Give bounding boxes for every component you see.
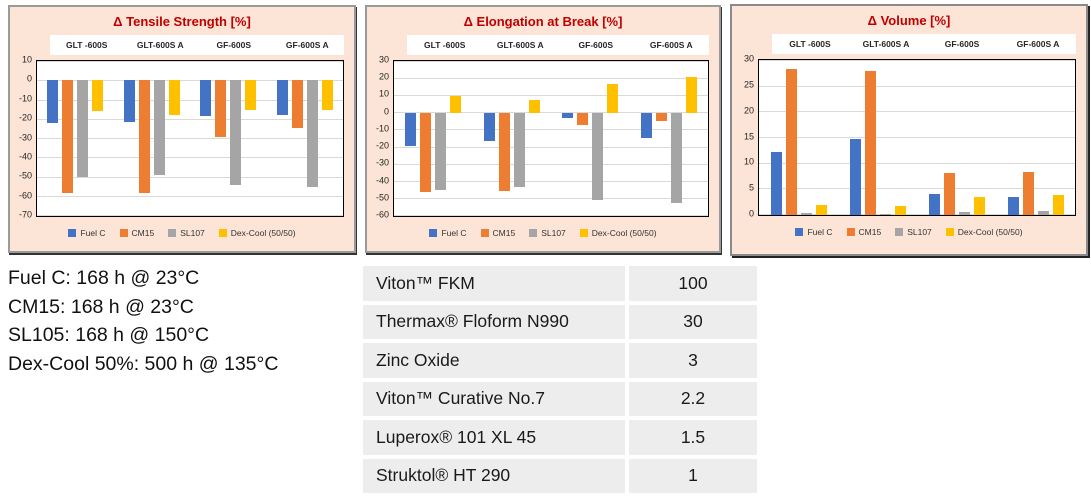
legend-swatch-icon <box>168 229 176 237</box>
category-label: GF-600S A <box>649 40 693 50</box>
chart-legend <box>10 228 354 238</box>
chart-legend <box>367 228 719 238</box>
plot-area <box>393 60 709 217</box>
table-row <box>363 305 757 340</box>
legend-item <box>847 227 882 237</box>
category-label: GF-600S A <box>1016 39 1060 49</box>
ingredient-amount: 2.2 <box>629 382 757 417</box>
y-axis-tick: -70 <box>18 209 32 220</box>
gridline <box>37 215 343 216</box>
bar-sl107 <box>671 113 682 203</box>
chart-title: Δ Tensile Strength [%] <box>113 14 251 29</box>
legend-swatch-icon <box>847 228 855 236</box>
ingredient-name: Viton™ FKM <box>363 266 625 301</box>
y-axis-tick: 20 <box>743 105 754 116</box>
bar-sl107 <box>435 113 446 191</box>
bar-fuel-c <box>47 80 58 123</box>
category-label: GF-600S <box>216 40 251 50</box>
table-row <box>363 382 757 417</box>
bar-dex-cool-50-50 <box>322 80 333 110</box>
legend-swatch-icon <box>946 228 954 236</box>
legend-item <box>429 228 466 238</box>
legend-swatch-icon <box>429 229 437 237</box>
category-axis <box>407 35 709 55</box>
legend-label: Fuel C <box>807 227 833 237</box>
legend-swatch-icon <box>895 228 903 236</box>
ingredient-name: Thermax® Floform N990 <box>363 305 625 340</box>
ingredient-amount: 100 <box>629 266 757 301</box>
legend-item <box>120 228 155 238</box>
bar-sl107 <box>307 80 318 187</box>
bar-sl107 <box>77 80 88 177</box>
chart-title: Δ Volume [%] <box>867 13 951 28</box>
bar-dex-cool-50-50 <box>529 100 540 113</box>
category-label: GLT -600S <box>66 40 108 50</box>
bar-dex-cool-50-50 <box>607 84 618 112</box>
legend-item <box>168 228 205 238</box>
bar-dex-cool-50-50 <box>169 80 180 115</box>
y-axis-tick: -10 <box>18 93 32 104</box>
category-axis <box>50 35 344 55</box>
y-axis-tick: 30 <box>743 53 754 64</box>
legend-swatch-icon <box>219 229 227 237</box>
bar-fuel-c <box>1008 197 1019 215</box>
y-axis-tick: -50 <box>18 170 32 181</box>
y-axis-tick: 5 <box>748 182 754 193</box>
bar-cm15 <box>786 69 797 215</box>
bar-cm15 <box>865 71 876 215</box>
condition-line: CM15: 168 h @ 23°C <box>8 295 194 318</box>
ingredient-amount: 1.5 <box>629 420 757 455</box>
ingredient-name: Struktol® HT 290 <box>363 459 625 494</box>
y-axis-tick: -40 <box>18 151 32 162</box>
legend-item <box>481 228 516 238</box>
category-label: GF-600S <box>944 39 980 49</box>
legend-label: Fuel C <box>80 228 106 238</box>
bar-sl107 <box>801 213 812 215</box>
gridline <box>759 86 1075 87</box>
y-axis-tick: -10 <box>375 123 389 134</box>
table-row <box>363 420 757 455</box>
bar-sl107 <box>959 212 970 215</box>
y-axis-tick: 10 <box>378 88 389 99</box>
bar-cm15 <box>577 113 588 125</box>
gridline <box>759 163 1075 164</box>
y-axis-tick: 0 <box>26 73 32 84</box>
bar-sl107 <box>230 80 241 185</box>
category-label: GLT -600S <box>424 40 466 50</box>
ingredient-name: Luperox® 101 XL 45 <box>363 420 625 455</box>
chart-row <box>8 5 1088 256</box>
legend-label: Fuel C <box>441 228 467 238</box>
bar-dex-cool-50-50 <box>1053 195 1064 215</box>
y-axis-tick: -30 <box>375 157 389 168</box>
table-row <box>363 266 757 301</box>
y-axis-tick: 0 <box>748 208 754 219</box>
gridline <box>394 215 708 216</box>
y-axis-tick: -60 <box>18 190 32 201</box>
condition-line: Fuel C: 168 h @ 23°C <box>8 267 200 289</box>
bar-fuel-c <box>771 152 782 215</box>
legend-label: Dex-Cool (50/50) <box>230 228 296 238</box>
bar-cm15 <box>215 80 226 136</box>
table-row <box>363 459 757 494</box>
bar-cm15 <box>656 113 667 122</box>
bar-fuel-c <box>562 113 573 118</box>
recipe-table <box>363 266 757 493</box>
chart-title: Δ Elongation at Break [%] <box>463 14 623 29</box>
bar-dex-cool-50-50 <box>686 77 697 112</box>
plot-area <box>36 60 344 217</box>
ingredient-amount: 30 <box>629 305 757 340</box>
y-axis-tick: 25 <box>743 79 754 90</box>
chart-panel-tensile-strength <box>8 5 356 253</box>
legend-label: CM15 <box>131 228 155 238</box>
category-label: GLT-600S A <box>136 40 184 50</box>
category-axis <box>772 34 1076 54</box>
legend-swatch-icon <box>68 229 76 237</box>
legend-item <box>219 228 296 238</box>
legend-label: CM15 <box>858 227 882 237</box>
legend-label: CM15 <box>492 228 516 238</box>
category-label: GF-600S A <box>285 40 329 50</box>
bar-fuel-c <box>200 80 211 116</box>
bar-fuel-c <box>484 113 495 141</box>
y-axis-tick: -20 <box>18 112 32 123</box>
gridline <box>394 78 708 79</box>
plot-wrapper <box>367 54 709 220</box>
bar-cm15 <box>139 80 150 192</box>
chart-panel-elongation-at-break <box>365 5 721 253</box>
bar-dex-cool-50-50 <box>245 80 256 110</box>
legend-label: Dex-Cool (50/50) <box>591 228 657 238</box>
y-axis-tick: -30 <box>18 132 32 142</box>
y-axis-tick: -60 <box>375 209 389 220</box>
bar-sl107 <box>880 214 891 215</box>
legend-swatch-icon <box>120 229 128 237</box>
legend-label: SL107 <box>180 228 205 238</box>
legend-item <box>895 227 932 237</box>
test-conditions-text <box>8 264 278 378</box>
category-label: GLT-600S A <box>496 40 544 50</box>
legend-item <box>529 228 566 238</box>
gridline <box>394 95 708 96</box>
bar-cm15 <box>944 173 955 215</box>
gridline <box>37 61 343 62</box>
y-axis-tick: 10 <box>743 156 754 167</box>
bar-sl107 <box>1038 211 1049 215</box>
bar-cm15 <box>420 113 431 192</box>
bar-sl107 <box>154 80 165 175</box>
legend-item <box>946 227 1023 237</box>
legend-swatch-icon <box>795 228 803 236</box>
plot-area <box>758 59 1076 216</box>
plot-wrapper <box>10 54 344 220</box>
category-label: GLT-600S A <box>862 39 910 49</box>
gridline <box>759 60 1075 61</box>
bar-fuel-c <box>277 80 288 115</box>
category-label: GF-600S <box>578 40 613 50</box>
legend-item <box>68 228 105 238</box>
gridline <box>394 198 708 199</box>
bar-cm15 <box>499 113 510 191</box>
y-axis-tick: -40 <box>375 175 389 186</box>
bar-fuel-c <box>641 113 652 138</box>
gridline <box>37 196 343 197</box>
bar-dex-cool-50-50 <box>895 206 906 215</box>
ingredient-name: Viton™ Curative No.7 <box>363 382 625 417</box>
chart-legend <box>732 227 1086 237</box>
ingredient-amount: 3 <box>629 343 757 378</box>
legend-item <box>580 228 657 238</box>
bar-cm15 <box>62 80 73 192</box>
legend-label: SL107 <box>541 228 566 238</box>
gridline <box>759 137 1075 138</box>
bar-dex-cool-50-50 <box>974 197 985 215</box>
legend-swatch-icon <box>580 229 588 237</box>
bar-dex-cool-50-50 <box>450 96 461 112</box>
gridline <box>759 111 1075 112</box>
bar-fuel-c <box>850 139 861 215</box>
condition-line: SL105: 168 h @ 150°C <box>8 324 210 346</box>
y-axis-tick: 15 <box>743 131 754 141</box>
legend-swatch-icon <box>529 229 537 237</box>
legend-item <box>795 227 832 237</box>
y-axis-tick: 30 <box>378 54 389 65</box>
bar-dex-cool-50-50 <box>92 80 103 111</box>
y-axis-tick: 10 <box>21 54 32 65</box>
y-axis-tick: 0 <box>383 106 389 117</box>
table-row <box>363 343 757 378</box>
ingredient-amount: 1 <box>629 459 757 494</box>
chart-panel-volume <box>730 4 1088 256</box>
bar-dex-cool-50-50 <box>816 205 827 215</box>
bar-sl107 <box>514 113 525 187</box>
plot-wrapper <box>732 53 1076 219</box>
legend-label: SL107 <box>907 227 932 237</box>
legend-label: Dex-Cool (50/50) <box>957 227 1023 237</box>
bar-fuel-c <box>929 194 940 215</box>
bar-fuel-c <box>124 80 135 122</box>
bar-cm15 <box>1023 172 1034 215</box>
bar-fuel-c <box>405 113 416 147</box>
y-axis-tick: 20 <box>378 71 389 82</box>
condition-line: Dex-Cool 50%: 500 h @ 135°C <box>8 352 279 375</box>
ingredient-name: Zinc Oxide <box>363 343 625 378</box>
category-label: GLT -600S <box>789 39 831 49</box>
bar-sl107 <box>592 113 603 200</box>
legend-swatch-icon <box>481 229 489 237</box>
gridline <box>394 61 708 62</box>
y-axis-tick: -20 <box>375 140 389 151</box>
y-axis-tick: -50 <box>375 192 389 203</box>
bar-cm15 <box>292 80 303 127</box>
